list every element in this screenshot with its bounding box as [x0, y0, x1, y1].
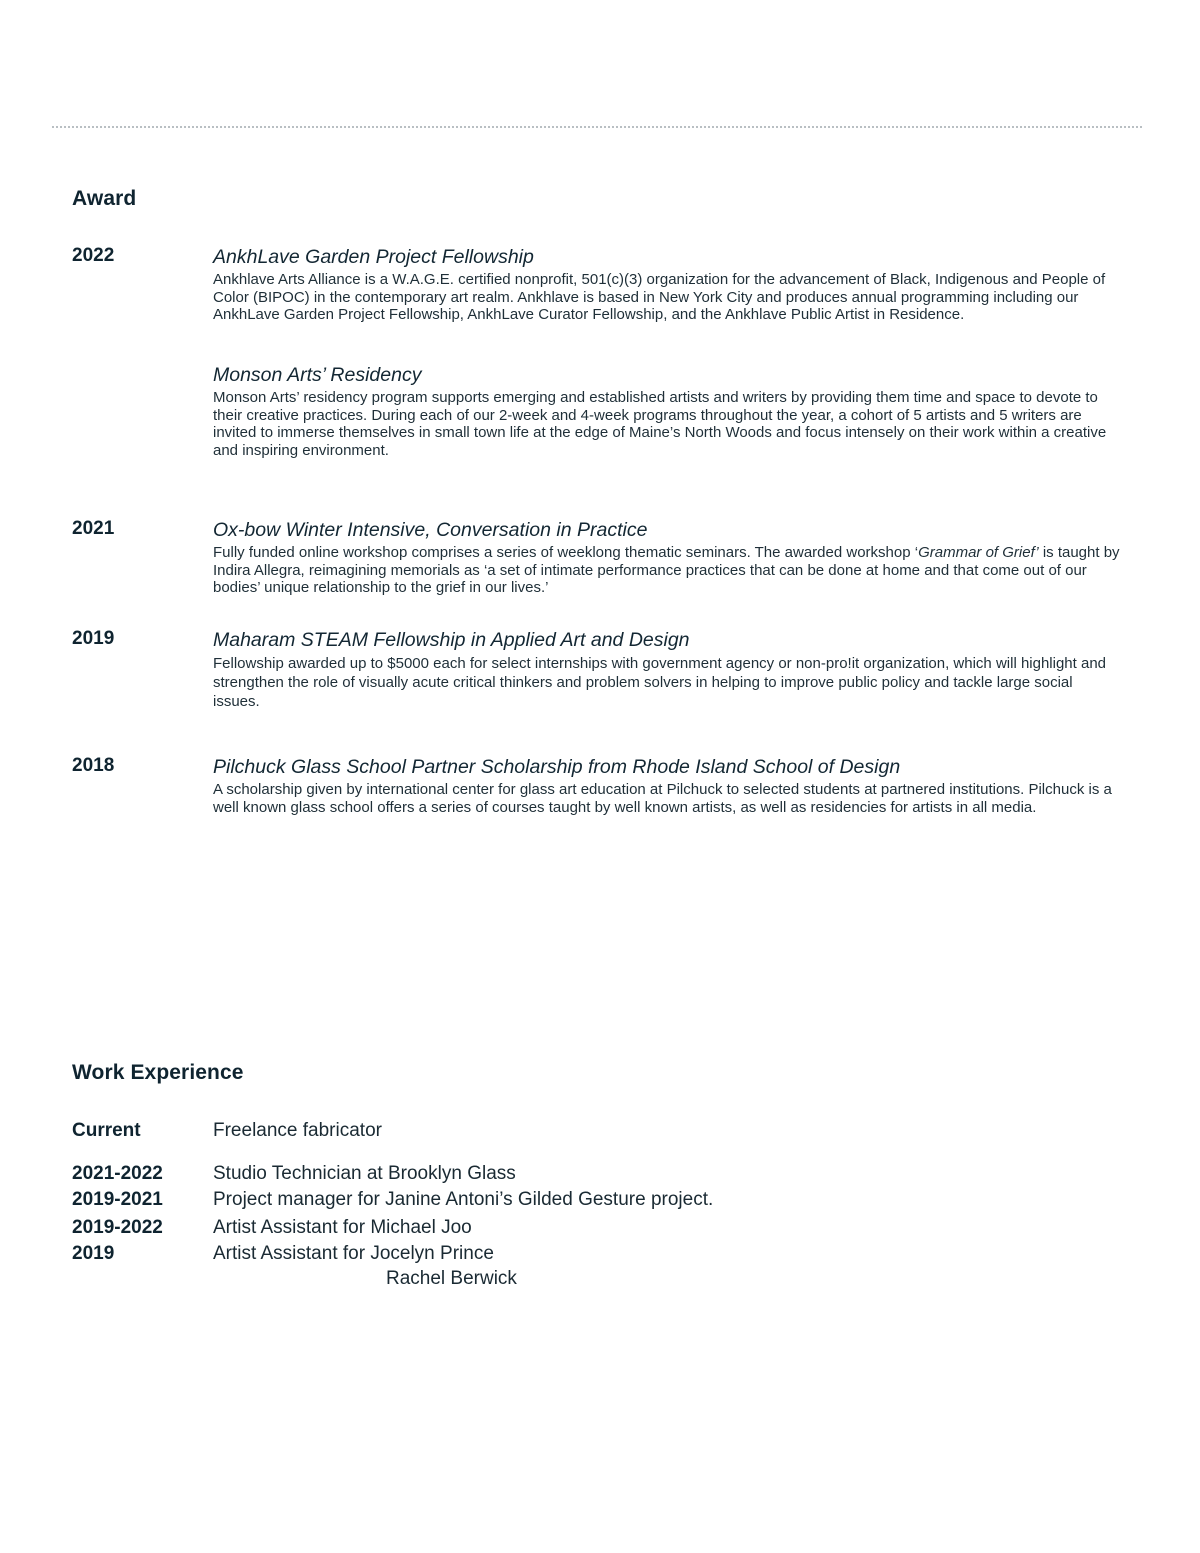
award-entry-maharam: [213, 628, 1123, 711]
award-description-part: Fully funded online workshop comprises a series of weeklong thematic seminars. The awarded workshop ‘: [213, 544, 919, 561]
award-description: [213, 544, 1123, 597]
award-entry-monson: [213, 363, 1123, 459]
award-description: Ankhlave Arts Alliance is a W.A.G.E. certified nonprofit, 501(c)(3) organization for the advancement of Black, Indigenous and People of Color (BIPOC) in the contemporary art realm. Ankhlave is based in New York City and produces annual programming including our AnkhLave Garden Project Fellowship, AnkhLave Curator Fellowship, and the Ankhlave Public Artist in Residence.: [213, 271, 1106, 323]
award-year-2022: 2022: [72, 245, 115, 266]
award-entry-oxbow: [213, 518, 1123, 597]
award-title: Pilchuck Glass School Partner Scholarship from Rhode Island School of Design: [213, 756, 901, 778]
work-year: 2021-2022: [72, 1163, 163, 1184]
award-entry-pilchuck: [213, 755, 1123, 816]
work-role: Artist Assistant for Michael Joo: [213, 1217, 472, 1238]
work-role: Artist Assistant for Jocelyn Prince: [213, 1243, 494, 1264]
work-section-title: Work Experience: [72, 1061, 244, 1084]
award-entry-ankhlave: [213, 245, 1123, 324]
award-description: A scholarship given by international center for glass art education at Pilchuck to selected students at partnered institutions. Pilchuck is a well known glass school offers a series of courses taught by well known artists, as well as residencies for artists in all media.: [213, 781, 1112, 816]
award-description-part: is taught by Indira Allegra, reimagining memorials as ‘a set of intimate performance practices that can be done at home and that come out of our bodies’ unique relationship to the grief in our lives.’: [213, 544, 1120, 596]
workshop-name: Grammar of Grief’: [918, 544, 1039, 561]
work-role: Freelance fabricator: [213, 1120, 382, 1141]
award-section-title: Award: [72, 187, 137, 210]
award-description: Monson Arts’ residency program supports emerging and established artists and writers by providing them time and space to devote to their creative practices. During each of our 2-week and 4-week programs throughout the year, a cohort of 5 artists and 5 writers are invited to immerse themselves in small town life at the edge of Maine’s North Woods and focus intensely on their work within a creative and inspiring environment.: [213, 389, 1107, 459]
work-year: Current: [72, 1120, 141, 1141]
award-description: Fellowship awarded up to $5000 each for select internships with government agency or non-pro!it organization, which will highlight and strengthen the role of visually acute critical thinkers and problem solvers in helping to improve public policy and tackle large social issues.: [213, 655, 1107, 710]
award-year-2019: 2019: [72, 628, 115, 649]
work-role: Project manager for Janine Antoni’s Gilded Gesture project.: [213, 1189, 714, 1210]
award-title: AnkhLave Garden Project Fellowship: [213, 246, 534, 268]
award-title: Monson Arts’ Residency: [213, 364, 422, 386]
work-role: Rachel Berwick: [386, 1268, 517, 1289]
award-year-2021: 2021: [72, 518, 115, 539]
award-title: Ox-bow Winter Intensive, Conversation in Practice: [213, 519, 648, 541]
work-year: 2019-2021: [72, 1189, 163, 1210]
award-title: Maharam STEAM Fellowship in Applied Art and Design: [213, 629, 690, 651]
dotted-divider: [52, 126, 1142, 128]
work-year: 2019-2022: [72, 1217, 163, 1238]
work-role: Studio Technician at Brooklyn Glass: [213, 1163, 516, 1184]
award-year-2018: 2018: [72, 755, 115, 776]
work-year: 2019: [72, 1243, 115, 1264]
